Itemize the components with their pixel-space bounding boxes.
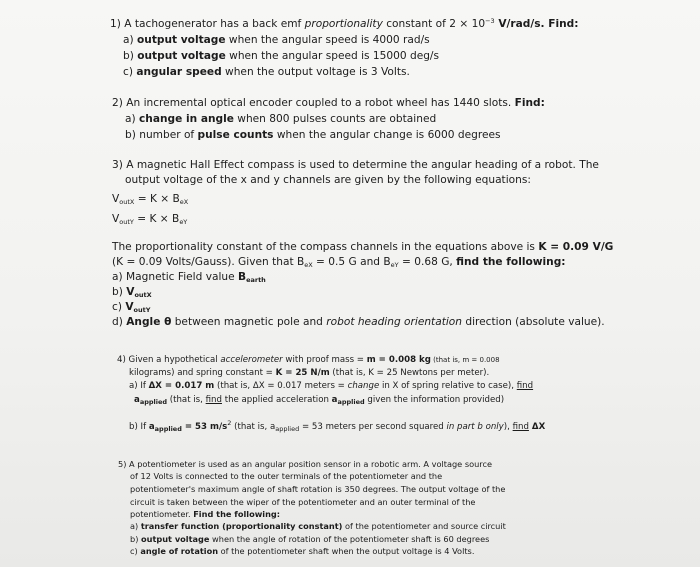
q2-stem: 2) An incremental optical encoder coupled to a robot wheel has 1440 slots. Find:	[112, 97, 545, 109]
q3-item-b: b) $V_{outX}$	[112, 286, 152, 299]
q3-equation-x: $V_{outX} = K \times B_{eX}$	[112, 193, 189, 206]
q2-item-a: a) change in angle when 800 pulses counts are obtained	[125, 113, 437, 125]
q5-stem-line-5: potentiometer. Find the following:	[130, 509, 281, 519]
q4-stem-line-2: kilograms) and spring constant = K = 25 N/m (that is, K = 25 Newtons per meter).	[129, 368, 490, 378]
q3-item-d: d) Angle θ between magnetic pole and robot heading orientation direction (absolute value).	[112, 316, 605, 328]
q3-item-a: a) Magnetic Field value $B_{earth}$	[112, 271, 266, 284]
q5-stem-line-4: circuit is taken between the wiper of the potentiometer and an outer terminal of the	[130, 497, 476, 507]
q1-item-a: a) output voltage when the angular speed is 4000 rad/s	[123, 34, 430, 46]
q4-stem-line-1: 4) Given a hypothetical accelerometer with proof mass = m = 0.008 kg (that is, m = 0.008	[117, 355, 500, 365]
q5-stem-line-2: of 12 Volts is connected to the outer terminals of the potentiometer and the	[130, 471, 443, 481]
q3-stem-line-1: 3) A magnetic Hall Effect compass is used to determine the angular heading of a robot. The	[112, 159, 599, 171]
q5-item-c: c) angle of rotation of the potentiometer shaft when the output voltage is 4 Volts.	[130, 546, 475, 556]
q4-item-a-line-1: a) If ΔX = 0.017 m (that is, ΔX = 0.017 meters = change in X of spring relative to case), find	[129, 381, 534, 391]
q5-stem-line-3: potentiometer's maximum angle of shaft rotation is 350 degrees. The output voltage of the	[130, 484, 506, 494]
q1-item-b: b) output voltage when the angular speed is 15000 deg/s	[123, 50, 440, 62]
q1-item-c: c) angular speed when the output voltage is 3 Volts.	[123, 66, 410, 78]
q4-item-b: b) If $a_{applied} = 53$ $m/s^2$ (that is, $a_{applied} = 53$ meters per second squared in part b only), find ΔX	[129, 419, 546, 433]
q3-equation-y: $V_{outY} = K \times B_{eY}$	[112, 213, 188, 226]
q5-item-b: b) output voltage when the angle of rotation of the potentiometer shaft is 60 degrees	[130, 534, 490, 544]
q3-item-c: c) $V_{outY}$	[112, 301, 151, 314]
q5-item-a: a) transfer function (proportionality constant) of the potentiometer and source circuit	[130, 521, 506, 531]
q1-stem: 1) A tachogenerator has a back emf proportionality constant of $2 \times 10^{-3}$ V/rad/s. Find:	[110, 17, 579, 30]
q5-stem-line-1: 5) A potentiometer is used as an angular position sensor in a robotic arm. A voltage source	[118, 459, 493, 469]
q3-paragraph-line-1: The proportionality constant of the compass channels in the equations above is K = 0.09 V/G	[112, 241, 614, 253]
q3-paragraph-line-2: (K = 0.09 Volts/Gauss). Given that $B_{eX} = 0.5$ G and $B_{eY} = 0.68$ G, find the following:	[112, 256, 566, 269]
q2-item-b: b) number of pulse counts when the angular change is 6000 degrees	[125, 129, 501, 141]
q3-stem-line-2: output voltage of the x and y channels are given by the following equations:	[125, 174, 531, 186]
q4-item-a-line-2: $a_{applied}$ (that is, find the applied acceleration $a_{applied}$ given the information provided)	[134, 395, 505, 406]
